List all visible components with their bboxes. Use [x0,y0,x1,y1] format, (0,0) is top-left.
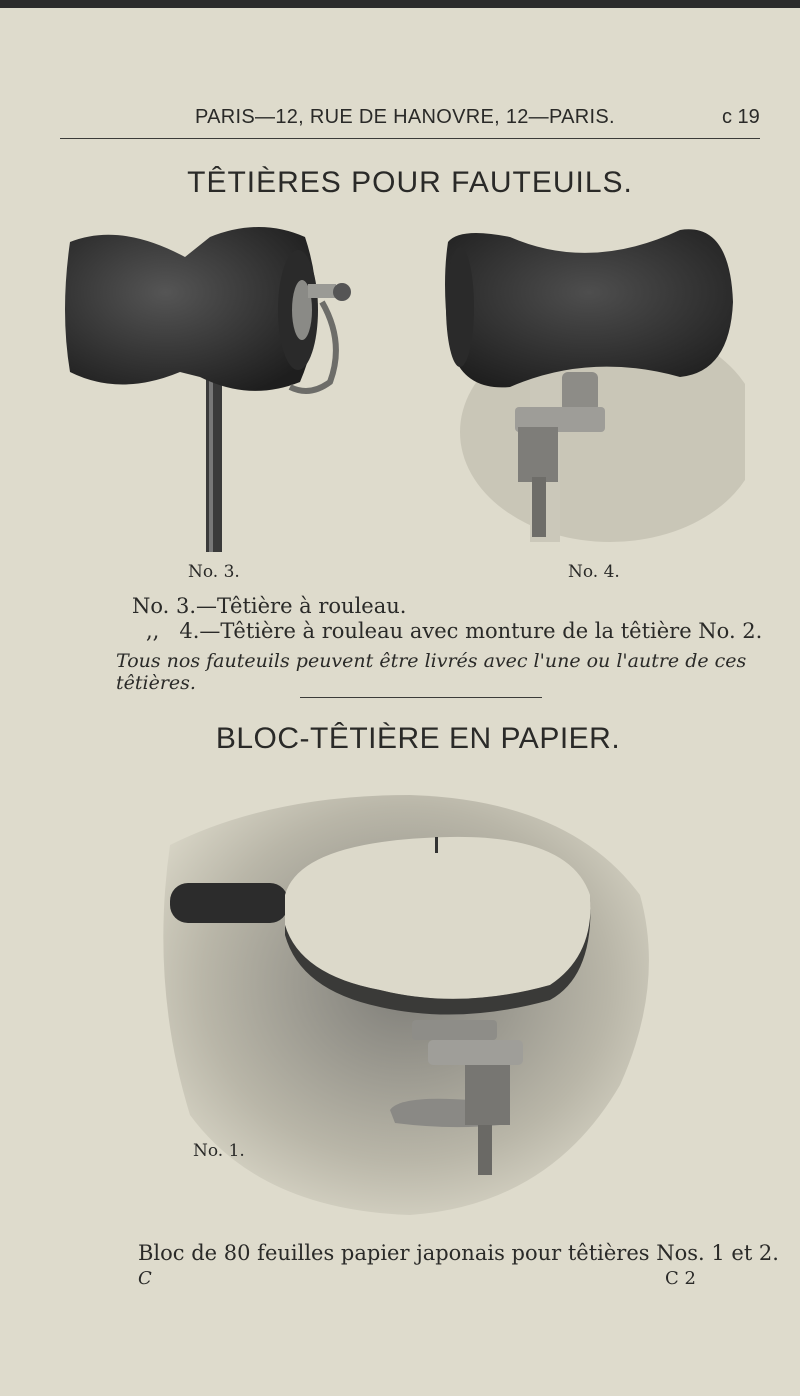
page-number: c 19 [722,106,760,128]
figure-caption-no1: No. 1. [193,1141,245,1161]
figure-caption-no4: No. 4. [568,562,620,582]
paper-block-description: Bloc de 80 feuilles papier japonais pour têtières Nos. 1 et 2. [138,1241,779,1265]
section-divider [300,697,542,698]
header-rule [60,138,760,139]
signature-mark-right: C 2 [665,1268,696,1289]
availability-note: Tous nos fauteuils peuvent être livrés avec l'une ou l'autre de ces têtières. [116,650,747,694]
section-title-paper-block: BLOC-TÊTIÈRE EN PAPIER. [215,722,621,755]
running-head: PARIS—12, RUE DE HANOVRE, 12—PARIS. [195,106,615,128]
item-description-no4: ,, 4.—Têtière à rouleau avec monture de la têtière No. 2. [146,619,763,643]
item-description-no3: No. 3.—Têtière à rouleau. [132,594,407,618]
section-title-headrests: TÊTIÈRES POUR FAUTEUILS. [187,166,633,199]
scan-edge [0,0,800,8]
signature-mark-left: C [138,1268,152,1289]
figure-caption-no3: No. 3. [188,562,240,582]
headrest-no3-illustration [60,222,360,557]
headrest-no4-illustration [440,222,745,542]
